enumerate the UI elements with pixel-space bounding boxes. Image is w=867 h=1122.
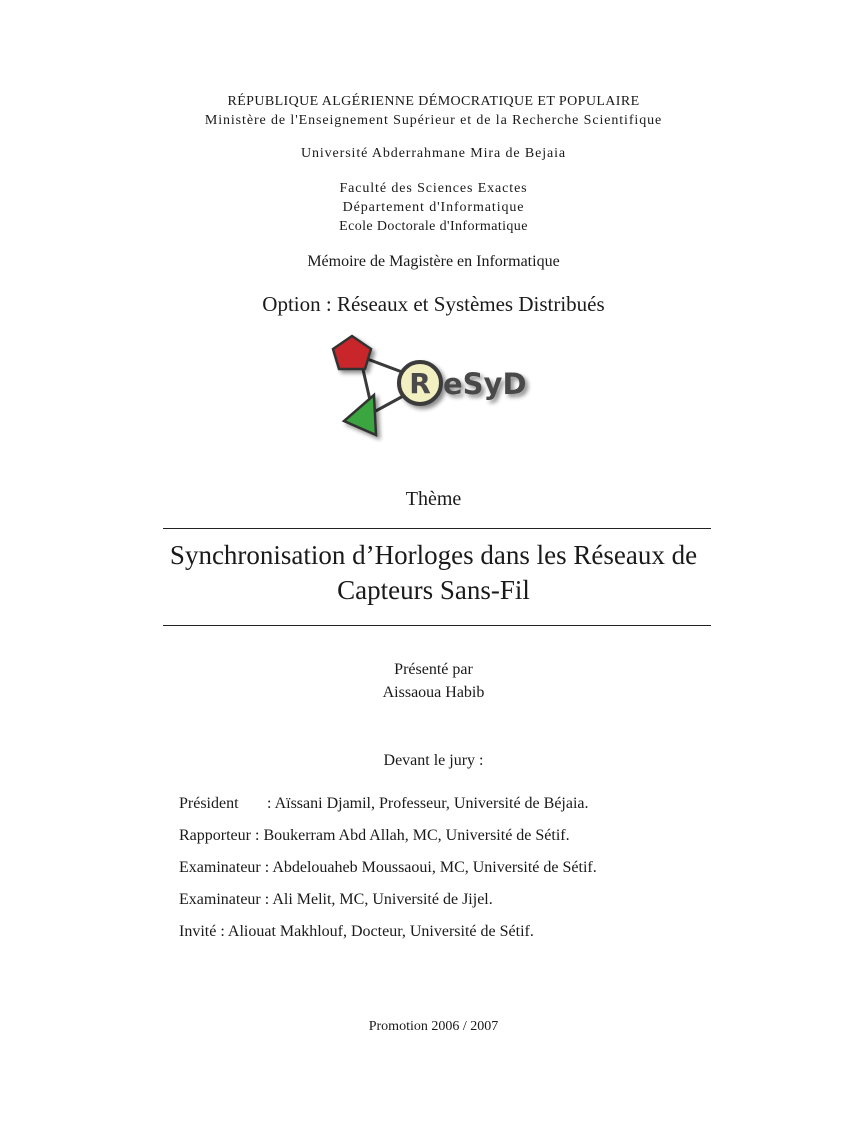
promotion-line: Promotion 2006 / 2007 [368,1019,499,1034]
title-top-rule [163,528,711,529]
doctoral-school-line: Ecole Doctorale d'Informatique [339,219,528,234]
logo-triangle-icon [344,395,376,435]
jury-member: Abdelouaheb Moussaoui, MC, Université de Sétif. [272,859,597,876]
resyd-logo [330,333,545,443]
jury-row [179,923,534,941]
jury-separator: : [260,891,273,908]
logo-wordmark: eSyD [443,367,527,401]
jury-separator: : [250,827,264,844]
option-line: Option : Réseaux et Systèmes Distribués [262,292,605,316]
author-name: Aissaoua Habib [382,684,485,701]
jury-role: Président [179,795,239,812]
logo-letter-r: R [409,367,431,400]
university-line: Université Abderrahmane Mira de Bejaia [300,146,567,161]
department-line: Département d'Informatique [342,200,525,215]
memoire-line: Mémoire de Magistère en Informatique [307,253,560,270]
jury-row [179,827,570,845]
jury-member: Aïssani Djamil, Professeur, Université de Béjaia. [274,795,589,812]
jury-member: Aliouat Makhlouf, Docteur, Université de Sétif. [227,923,534,940]
jury-role: Rapporteur [179,827,251,844]
jury-role: Invité [179,923,217,940]
jury-row [179,891,493,909]
jury-member: Ali Melit, MC, Université de Jijel. [272,891,493,908]
jury-separator: : [260,859,273,876]
thesis-title-line-2: Capteurs Sans-Fil [337,575,530,605]
jury-member: Boukerram Abd Allah, MC, Université de Sétif. [263,827,570,844]
jury-label: Devant le jury : [383,752,484,769]
ministry-line: Ministère de l'Enseignement Supérieur et de la Recherche Scientifique [204,113,663,128]
jury-separator: : [216,923,228,940]
jury-row [179,795,589,813]
jury-role: Examinateur [179,859,261,876]
jury-row [179,859,597,877]
logo-pentagon-icon [333,336,371,369]
thesis-title-line-1: Synchronisation d’Horloges dans les Réseaux de [169,540,698,570]
theme-label: Thème [405,488,462,510]
jury-separator: : [267,795,275,812]
jury-role: Examinateur [179,891,261,908]
republic-line: RÉPUBLIQUE ALGÉRIENNE DÉMOCRATIQUE ET POPULAIRE [227,94,640,109]
faculty-line: Faculté des Sciences Exactes [339,181,528,196]
title-bottom-rule [163,625,711,626]
presented-by-label: Présenté par [394,661,473,678]
